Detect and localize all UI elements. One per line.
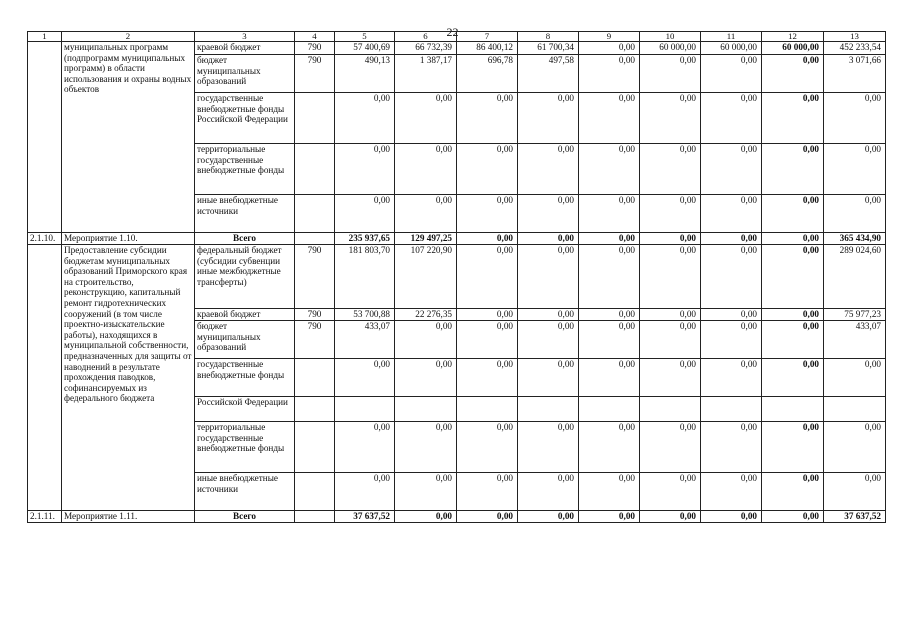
value-cell: 0,00 [395, 473, 457, 511]
value-cell [518, 397, 579, 422]
total-value-cell: 0,00 [762, 233, 824, 245]
grbs-cell [295, 93, 335, 144]
column-header: 10 [640, 32, 701, 42]
value-cell: 0,00 [762, 359, 824, 397]
code-cell: 2.1.11. [28, 511, 62, 523]
value-cell: 0,00 [579, 473, 640, 511]
source-cell: краевой бюджет [195, 309, 295, 321]
value-cell [579, 397, 640, 422]
value-cell: 0,00 [335, 359, 395, 397]
value-cell: 0,00 [457, 245, 518, 309]
value-cell: 0,00 [824, 93, 886, 144]
value-cell: 0,00 [335, 195, 395, 233]
value-cell: 0,00 [762, 144, 824, 195]
grbs-cell [295, 359, 335, 397]
value-cell: 0,00 [640, 321, 701, 359]
total-value-cell: 0,00 [457, 233, 518, 245]
value-cell: 433,07 [335, 321, 395, 359]
value-cell: 0,00 [395, 321, 457, 359]
value-cell: 0,00 [824, 473, 886, 511]
total-value-cell: 0,00 [701, 233, 762, 245]
title-cell: Мероприятие 1.10. [62, 233, 195, 245]
source-cell: государственные внебюджетные фонды [195, 359, 295, 397]
value-cell: 433,07 [824, 321, 886, 359]
value-cell: 0,00 [335, 93, 395, 144]
value-cell: 0,00 [824, 144, 886, 195]
total-value-cell: 0,00 [640, 233, 701, 245]
value-cell [640, 397, 701, 422]
code-cell: 2.1.10. [28, 233, 62, 245]
total-value-cell: 129 497,25 [395, 233, 457, 245]
value-cell: 0,00 [395, 422, 457, 473]
value-cell: 0,00 [457, 473, 518, 511]
value-cell: 497,58 [518, 55, 579, 93]
description-cell: муниципальных программ (подпрограмм муниципальных программ) в области использования и охраны водных объектов [62, 42, 195, 233]
grbs-cell: 790 [295, 321, 335, 359]
value-cell: 0,00 [701, 422, 762, 473]
source-cell: территориальные государственные внебюджетные фонды [195, 144, 295, 195]
value-cell: 696,78 [457, 55, 518, 93]
value-cell: 60 000,00 [762, 42, 824, 55]
value-cell: 0,00 [335, 473, 395, 511]
value-cell: 0,00 [701, 195, 762, 233]
value-cell: 0,00 [701, 93, 762, 144]
column-header: 13 [824, 32, 886, 42]
value-cell: 0,00 [518, 309, 579, 321]
value-cell: 0,00 [701, 55, 762, 93]
value-cell: 0,00 [701, 245, 762, 309]
column-header: 12 [762, 32, 824, 42]
value-cell: 0,00 [640, 309, 701, 321]
value-cell: 0,00 [395, 359, 457, 397]
total-row [28, 233, 886, 245]
column-header: 5 [335, 32, 395, 42]
column-header: 4 [295, 32, 335, 42]
value-cell: 0,00 [762, 55, 824, 93]
column-header: 2 [62, 32, 195, 42]
column-header-row [28, 32, 886, 42]
description-cell: Предоставление субсидии бюджетам муниципальных образований Приморского края на строительство, реконструкцию, капитальный ремонт гидротехнических сооружений (в том числе проектно-изыскательские работы), находящихся в муниципальной собственности, предназначенных для защиты от наводнений в результате прохождения паводков, софинансируемых из федерального бюджета [62, 245, 195, 511]
value-cell: 0,00 [579, 42, 640, 55]
value-cell: 0,00 [518, 359, 579, 397]
value-cell: 107 220,90 [395, 245, 457, 309]
source-cell: бюджет муниципальных образований [195, 321, 295, 359]
value-cell: 0,00 [640, 245, 701, 309]
value-cell: 0,00 [762, 195, 824, 233]
source-cell: Российской Федерации [195, 397, 295, 422]
value-cell: 0,00 [640, 359, 701, 397]
source-cell: территориальные государственные внебюджетные фонды [195, 422, 295, 473]
total-value-cell: 0,00 [701, 511, 762, 523]
code-cell [28, 42, 62, 233]
code-cell [28, 245, 62, 511]
grbs-cell [295, 195, 335, 233]
source-cell: федеральный бюджет (субсидии субвенции иные межбюджетные трансферты) [195, 245, 295, 309]
column-header: 1 [28, 32, 62, 42]
total-value-cell: 235 937,65 [335, 233, 395, 245]
value-cell: 0,00 [824, 422, 886, 473]
total-label-cell: Всего [195, 511, 295, 523]
grbs-cell: 790 [295, 42, 335, 55]
value-cell: 0,00 [457, 359, 518, 397]
total-value-cell: 0,00 [640, 511, 701, 523]
value-cell: 60 000,00 [701, 42, 762, 55]
value-cell: 57 400,69 [335, 42, 395, 55]
source-cell: иные внебюджетные источники [195, 195, 295, 233]
value-cell: 0,00 [701, 359, 762, 397]
value-cell: 0,00 [640, 93, 701, 144]
grbs-cell: 790 [295, 309, 335, 321]
title-cell: Мероприятие 1.11. [62, 511, 195, 523]
value-cell: 0,00 [579, 55, 640, 93]
value-cell: 0,00 [579, 321, 640, 359]
grbs-cell: 790 [295, 55, 335, 93]
value-cell: 0,00 [579, 359, 640, 397]
value-cell: 0,00 [762, 309, 824, 321]
value-cell: 0,00 [518, 195, 579, 233]
total-label-cell: Всего [195, 233, 295, 245]
value-cell [335, 397, 395, 422]
total-value-cell: 0,00 [457, 511, 518, 523]
value-cell: 0,00 [762, 473, 824, 511]
value-cell [701, 397, 762, 422]
value-cell: 61 700,34 [518, 42, 579, 55]
value-cell: 0,00 [640, 473, 701, 511]
value-cell: 181 803,70 [335, 245, 395, 309]
total-value-cell: 0,00 [395, 511, 457, 523]
column-header: 11 [701, 32, 762, 42]
value-cell: 0,00 [579, 144, 640, 195]
value-cell: 0,00 [579, 309, 640, 321]
grbs-cell: 790 [295, 245, 335, 309]
column-header: 7 [457, 32, 518, 42]
value-cell: 60 000,00 [640, 42, 701, 55]
value-cell: 0,00 [335, 422, 395, 473]
value-cell: 66 732,39 [395, 42, 457, 55]
source-cell: государственные внебюджетные фонды Российской Федерации [195, 93, 295, 144]
value-cell [824, 397, 886, 422]
value-cell: 0,00 [579, 195, 640, 233]
value-cell: 0,00 [457, 93, 518, 144]
value-cell: 0,00 [457, 195, 518, 233]
value-cell [457, 397, 518, 422]
total-value-cell: 0,00 [579, 233, 640, 245]
value-cell: 0,00 [518, 473, 579, 511]
value-cell: 490,13 [335, 55, 395, 93]
value-cell: 1 387,17 [395, 55, 457, 93]
value-cell: 0,00 [518, 93, 579, 144]
value-cell: 452 233,54 [824, 42, 886, 55]
value-cell: 75 977,23 [824, 309, 886, 321]
value-cell: 0,00 [701, 473, 762, 511]
value-cell: 3 071,66 [824, 55, 886, 93]
budget-table [27, 31, 886, 523]
column-header: 8 [518, 32, 579, 42]
total-row [28, 511, 886, 523]
value-cell: 0,00 [395, 93, 457, 144]
source-cell: краевой бюджет [195, 42, 295, 55]
column-header: 6 [395, 32, 457, 42]
value-cell [395, 397, 457, 422]
value-cell: 0,00 [518, 144, 579, 195]
value-cell: 0,00 [640, 144, 701, 195]
table-body [28, 32, 886, 523]
value-cell: 0,00 [518, 422, 579, 473]
grbs-cell [295, 233, 335, 245]
value-cell: 0,00 [579, 422, 640, 473]
value-cell: 0,00 [579, 93, 640, 144]
value-cell: 0,00 [457, 321, 518, 359]
value-cell: 22 276,35 [395, 309, 457, 321]
value-cell: 0,00 [701, 309, 762, 321]
value-cell: 0,00 [395, 144, 457, 195]
source-cell: бюджет муниципальных образований [195, 55, 295, 93]
value-cell: 86 400,12 [457, 42, 518, 55]
value-cell: 0,00 [762, 422, 824, 473]
total-value-cell: 0,00 [518, 233, 579, 245]
total-value-cell: 37 637,52 [824, 511, 886, 523]
value-cell: 0,00 [518, 245, 579, 309]
value-cell: 0,00 [457, 309, 518, 321]
value-cell: 0,00 [701, 144, 762, 195]
value-cell [762, 397, 824, 422]
page-number: 22 [446, 25, 459, 39]
column-header: 9 [579, 32, 640, 42]
source-cell: иные внебюджетные источники [195, 473, 295, 511]
value-cell: 0,00 [579, 245, 640, 309]
value-cell: 0,00 [640, 195, 701, 233]
value-cell: 289 024,60 [824, 245, 886, 309]
value-cell: 0,00 [824, 359, 886, 397]
total-value-cell: 0,00 [518, 511, 579, 523]
table-row [28, 42, 886, 55]
value-cell: 53 700,88 [335, 309, 395, 321]
value-cell: 0,00 [762, 93, 824, 144]
value-cell: 0,00 [640, 422, 701, 473]
value-cell: 0,00 [457, 422, 518, 473]
total-value-cell: 37 637,52 [335, 511, 395, 523]
grbs-cell [295, 511, 335, 523]
value-cell: 0,00 [335, 144, 395, 195]
value-cell: 0,00 [457, 144, 518, 195]
grbs-cell [295, 397, 335, 422]
grbs-cell [295, 144, 335, 195]
table-row [28, 245, 886, 309]
grbs-cell [295, 473, 335, 511]
column-header: 3 [195, 32, 295, 42]
total-value-cell: 0,00 [579, 511, 640, 523]
value-cell: 0,00 [701, 321, 762, 359]
grbs-cell [295, 422, 335, 473]
value-cell: 0,00 [762, 321, 824, 359]
value-cell: 0,00 [824, 195, 886, 233]
value-cell: 0,00 [518, 321, 579, 359]
value-cell: 0,00 [762, 245, 824, 309]
total-value-cell: 365 434,90 [824, 233, 886, 245]
value-cell: 0,00 [395, 195, 457, 233]
value-cell: 0,00 [640, 55, 701, 93]
total-value-cell: 0,00 [762, 511, 824, 523]
